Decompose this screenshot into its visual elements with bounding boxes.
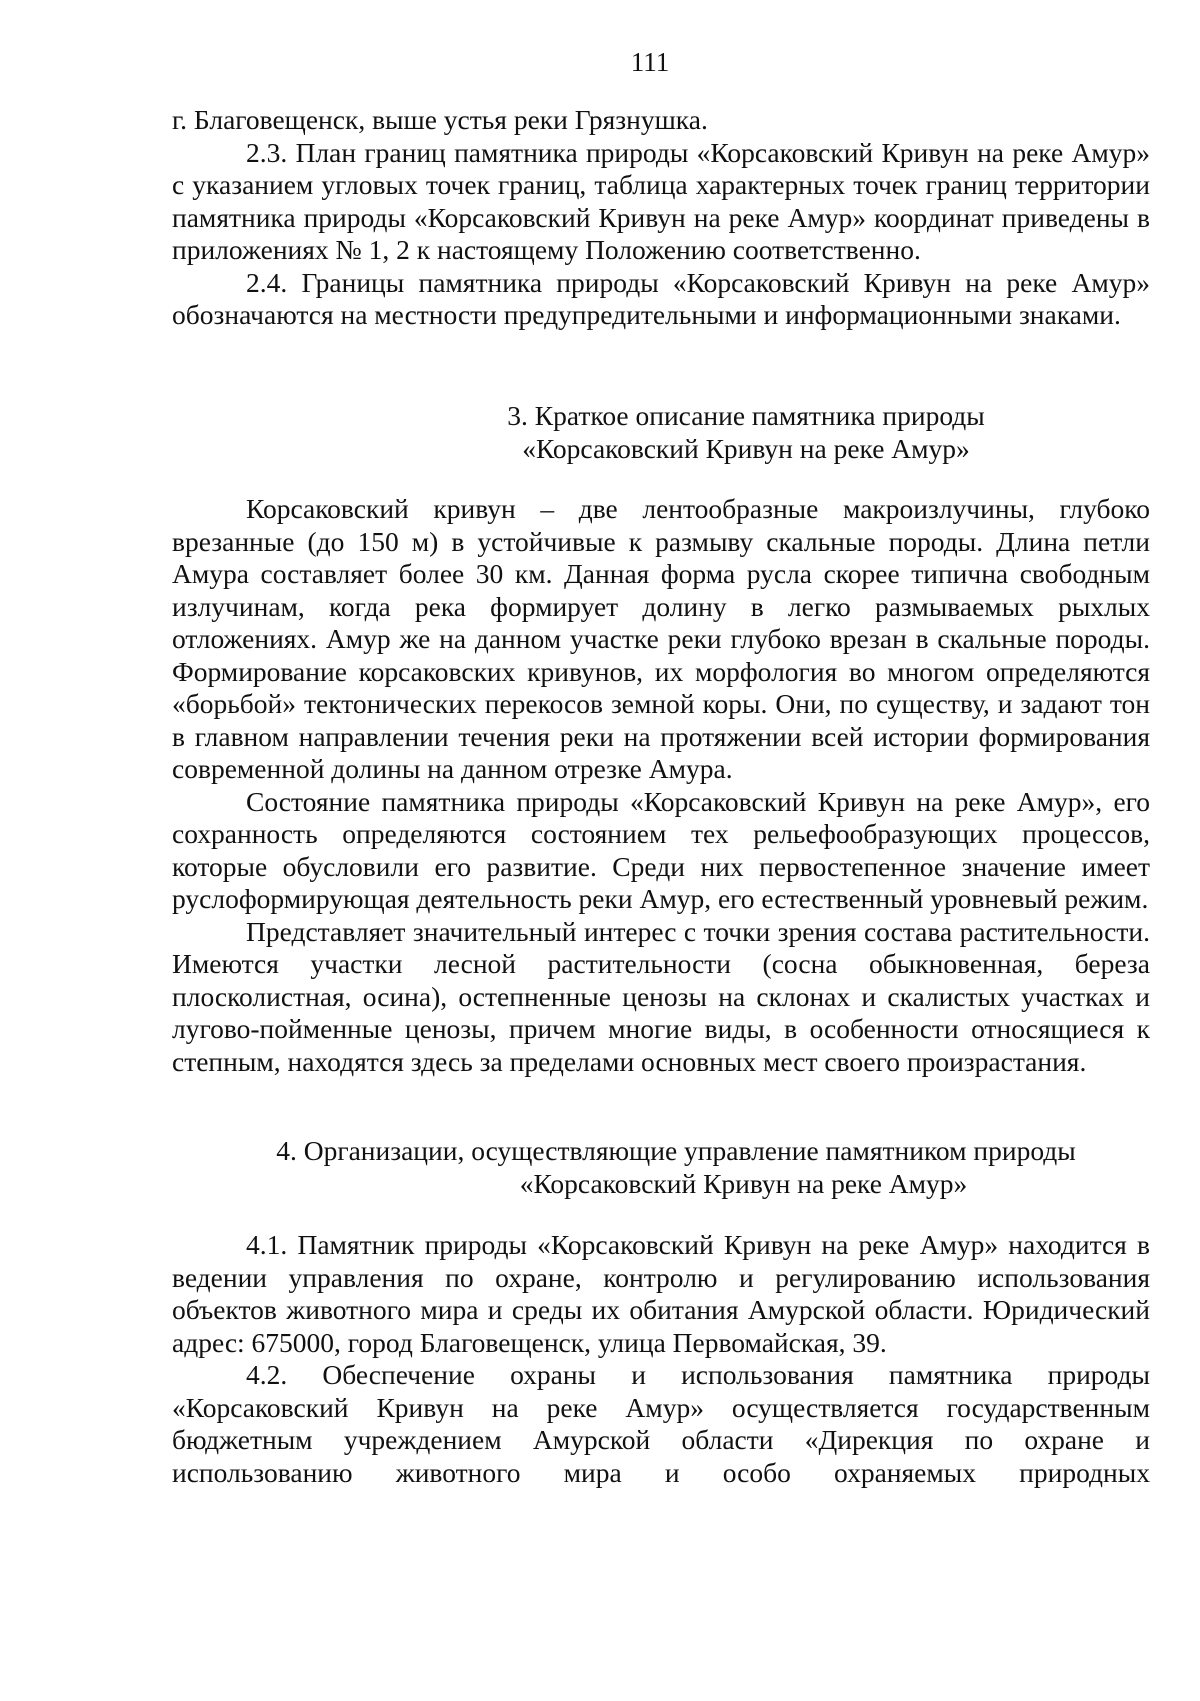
section-4-heading xyxy=(172,1135,1150,1200)
section-4-heading-line1: 4. Организации, осуществляющие управление памятником природы xyxy=(276,1135,1076,1166)
lead-line: г. Благовещенск, выше устья реки Грязнушка. xyxy=(172,104,708,135)
paragraph-4-1: 4.1. Памятник природы «Корсаковский Кривун на реке Амур» находится в ведении управления по охране, контролю и регулированию использования объектов животного мира и среды их обитания Амурской области. Юридический адрес: 675000, город Благовещенск, улица Первомайская, 39. xyxy=(172,1229,1150,1358)
section-4-heading-line2: «Корсаковский Кривун на реке Амур» xyxy=(519,1167,968,1199)
section-3-paragraph-2: Состояние памятника природы «Корсаковский Кривун на реке Амур», его сохранность определяются состоянием тех рельефообразующих процессов, которые обусловили его развитие. Среди них первостепенное значение имеет руслоформирующая деятельность реки Амур, его естественный уровневый режим. xyxy=(172,785,1150,914)
paragraph-2-4: 2.4. Границы памятника природы «Корсаковский Кривун на реке Амур» обозначаются на местности предупредительными и информационными знаками. xyxy=(172,266,1150,330)
section-3-heading-line1: 3. Краткое описание памятника природы xyxy=(507,400,985,431)
section-4 xyxy=(172,1135,1150,1200)
section-3-paragraph-3: Представляет значительный интерес с точки зрения состава растительности. Имеются участки лесной растительности (сосна обыкновенная, береза плосколистная, осина), остепненные ценозы на склонах и скалистых участках и лугово-пойменные ценозы, причем многие виды, в особенности относящиеся к степным, находятся здесь за пределами основных мест своего произрастания. xyxy=(172,915,1150,1077)
section-3-body xyxy=(172,493,1150,1078)
section-3-heading xyxy=(172,400,1150,465)
paragraph-2-3: 2.3. План границ памятника природы «Корсаковский Кривун на реке Амур» с указанием угловых точек границ, таблица характерных точек границ территории памятника природы «Корсаковский Кривун на реке Амур» координат приведены в приложениях № 1, 2 к настоящему Положению соответственно. xyxy=(172,136,1150,265)
section-3-heading-line2: «Корсаковский Кривун на реке Амур» xyxy=(522,432,970,464)
section-4-body xyxy=(172,1229,1150,1489)
text-block-1 xyxy=(172,104,1150,332)
section-3 xyxy=(172,400,1150,465)
paragraph-4-2: 4.2. Обеспечение охраны и использования памятника природы «Корсаковский Кривун на реке Амур» осуществляется государственным бюджетным учреждением Амурской области «Дирекция по охране и использованию животного мира и особо охраняемых природных xyxy=(172,1359,1150,1488)
page-number: 111 xyxy=(630,47,670,77)
section-3-paragraph-1: Корсаковский кривун – две лентообразные макроизлучины, глубоко врезанные (до 150 м) в устойчивые к размыву скальные породы. Длина петли Амура составляет более 30 км. Данная форма русла скорее типична свободным излучинам, когда река формирует долину в легко размываемых рыхлых отложениях. Амур же на данном участке реки глубоко врезан в скальные породы. Формирование корсаковских кривунов, их морфология во многом определяются «борьбой» тектонических перекосов земной коры. Они, по существу, и задают тон в главном направлении течения реки на протяжении всей истории формирования современной долины на данном отрезке Амура. xyxy=(172,493,1150,784)
